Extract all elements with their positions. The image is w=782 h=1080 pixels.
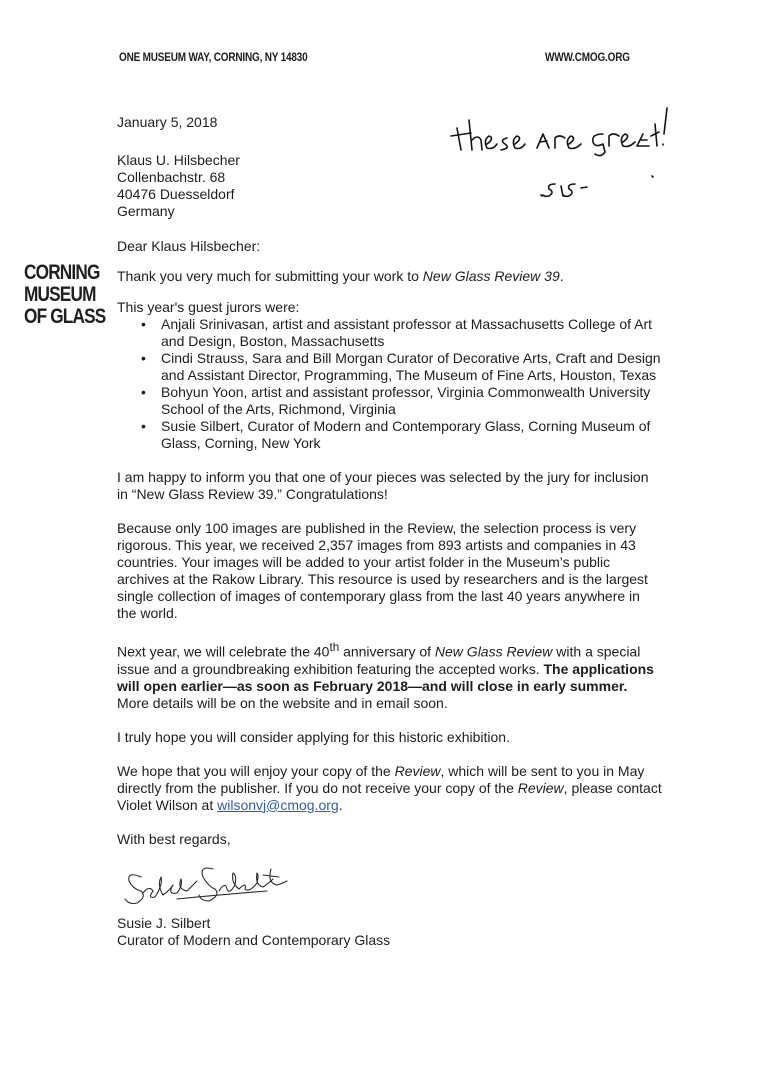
letterhead-address: ONE MUSEUM WAY, CORNING, NY 14830 bbox=[119, 52, 308, 65]
letter-body bbox=[117, 114, 662, 949]
review-copy-paragraph bbox=[117, 763, 662, 814]
jurors-list bbox=[117, 316, 662, 452]
juror-item: • Bohyun Yoon, artist and assistant professor, Virginia Commonwealth University School of the Arts, Richmond, Virginia bbox=[141, 384, 662, 418]
application-dates-notice: The applications will open earlier—as soon as February 2018—and will close in early summer. bbox=[117, 660, 654, 694]
juror-item: • Susie Silbert, Curator of Modern and Contemporary Glass, Corning Museum of Glass, Corning, New York bbox=[141, 418, 662, 452]
anniversary-text-4: More details will be on the website and in email soon. bbox=[117, 694, 448, 711]
museum-logo bbox=[24, 262, 105, 328]
review-text-1: We hope that you will enjoy your copy of the bbox=[117, 762, 395, 779]
review-title: Review bbox=[394, 762, 441, 779]
logo-line-3: OF GLASS bbox=[24, 305, 106, 328]
contact-email-link[interactable]: wilsonvj@cmog.org bbox=[217, 796, 339, 813]
selection-announcement: I am happy to inform you that one of your pieces was selected by the jury for inclusion in “New Glass Review 39.” Congratulations! bbox=[117, 469, 649, 502]
closing: With best regards, bbox=[117, 830, 231, 847]
review-text-3: , please contact Violet Wilson at bbox=[117, 779, 662, 813]
signature-area bbox=[117, 855, 662, 915]
juror-item: • Anjali Srinivasan, artist and assistant professor at Massachusetts College of Art and Design, Boston, Massachusetts bbox=[141, 316, 662, 350]
review-text-2: , which will be sent to you in May directly from the publisher. If you do not receive your copy of the bbox=[117, 762, 645, 796]
anniversary-paragraph bbox=[117, 639, 662, 712]
thanks-text: Thank you very much for submitting your work to bbox=[117, 268, 423, 284]
logo-line-1: CORNING bbox=[24, 261, 100, 284]
thanks-paragraph bbox=[117, 268, 662, 285]
recipient-city: 40476 Duesseldorf bbox=[117, 186, 235, 202]
logo-line-2: MUSEUM bbox=[24, 283, 96, 306]
anniversary-text-3: with a special issue and a groundbreaking exhibition featuring the accepted works. bbox=[117, 643, 641, 677]
review-title: Review bbox=[517, 779, 564, 796]
recipient-name: Klaus U. Hilsbecher bbox=[117, 152, 240, 168]
thanks-period: . bbox=[559, 268, 564, 284]
selection-process-paragraph: Because only 100 images are published in the Review, the selection process is very rigorous. This year, we received 2,357 images from 893 artists and companies in 43 countries. Your images will be added to your artist folder in the Museum’s public archives at the Rakow Library. This resource is used by researchers and is the largest single collection of images of contemporary glass from the last 40 years anywhere in the world. bbox=[117, 520, 648, 621]
letterhead-website: WWW.CMOG.ORG bbox=[545, 52, 630, 65]
recipient-country: Germany bbox=[117, 203, 175, 219]
anniversary-text-2: anniversary of bbox=[339, 643, 435, 660]
jurors-intro: This year's guest jurors were: bbox=[117, 299, 300, 315]
publication-title: New Glass Review 39 bbox=[422, 268, 560, 284]
handwritten-signature bbox=[117, 855, 297, 915]
signer-title: Curator of Modern and Contemporary Glass bbox=[117, 931, 391, 948]
anniversary-text-1: Next year, we will celebrate the 40 bbox=[117, 643, 330, 660]
salutation: Dear Klaus Hilsbecher: bbox=[117, 238, 261, 254]
juror-item: • Cindi Strauss, Sara and Bill Morgan Curator of Decorative Arts, Craft and Design and Assistant Director, Programming, The Museum of Fine Arts, Houston, Texas bbox=[141, 350, 662, 384]
review-text-4: . bbox=[338, 796, 343, 813]
hope-apply-paragraph: I truly hope you will consider applying for this historic exhibition. bbox=[117, 728, 510, 745]
recipient-address bbox=[117, 152, 662, 220]
recipient-street: Collenbachstr. 68 bbox=[117, 169, 226, 185]
publication-title: New Glass Review bbox=[434, 643, 553, 660]
ordinal-suffix: th bbox=[329, 641, 340, 654]
letter-date: January 5, 2018 bbox=[117, 114, 218, 130]
signer-name: Susie J. Silbert bbox=[117, 914, 211, 931]
